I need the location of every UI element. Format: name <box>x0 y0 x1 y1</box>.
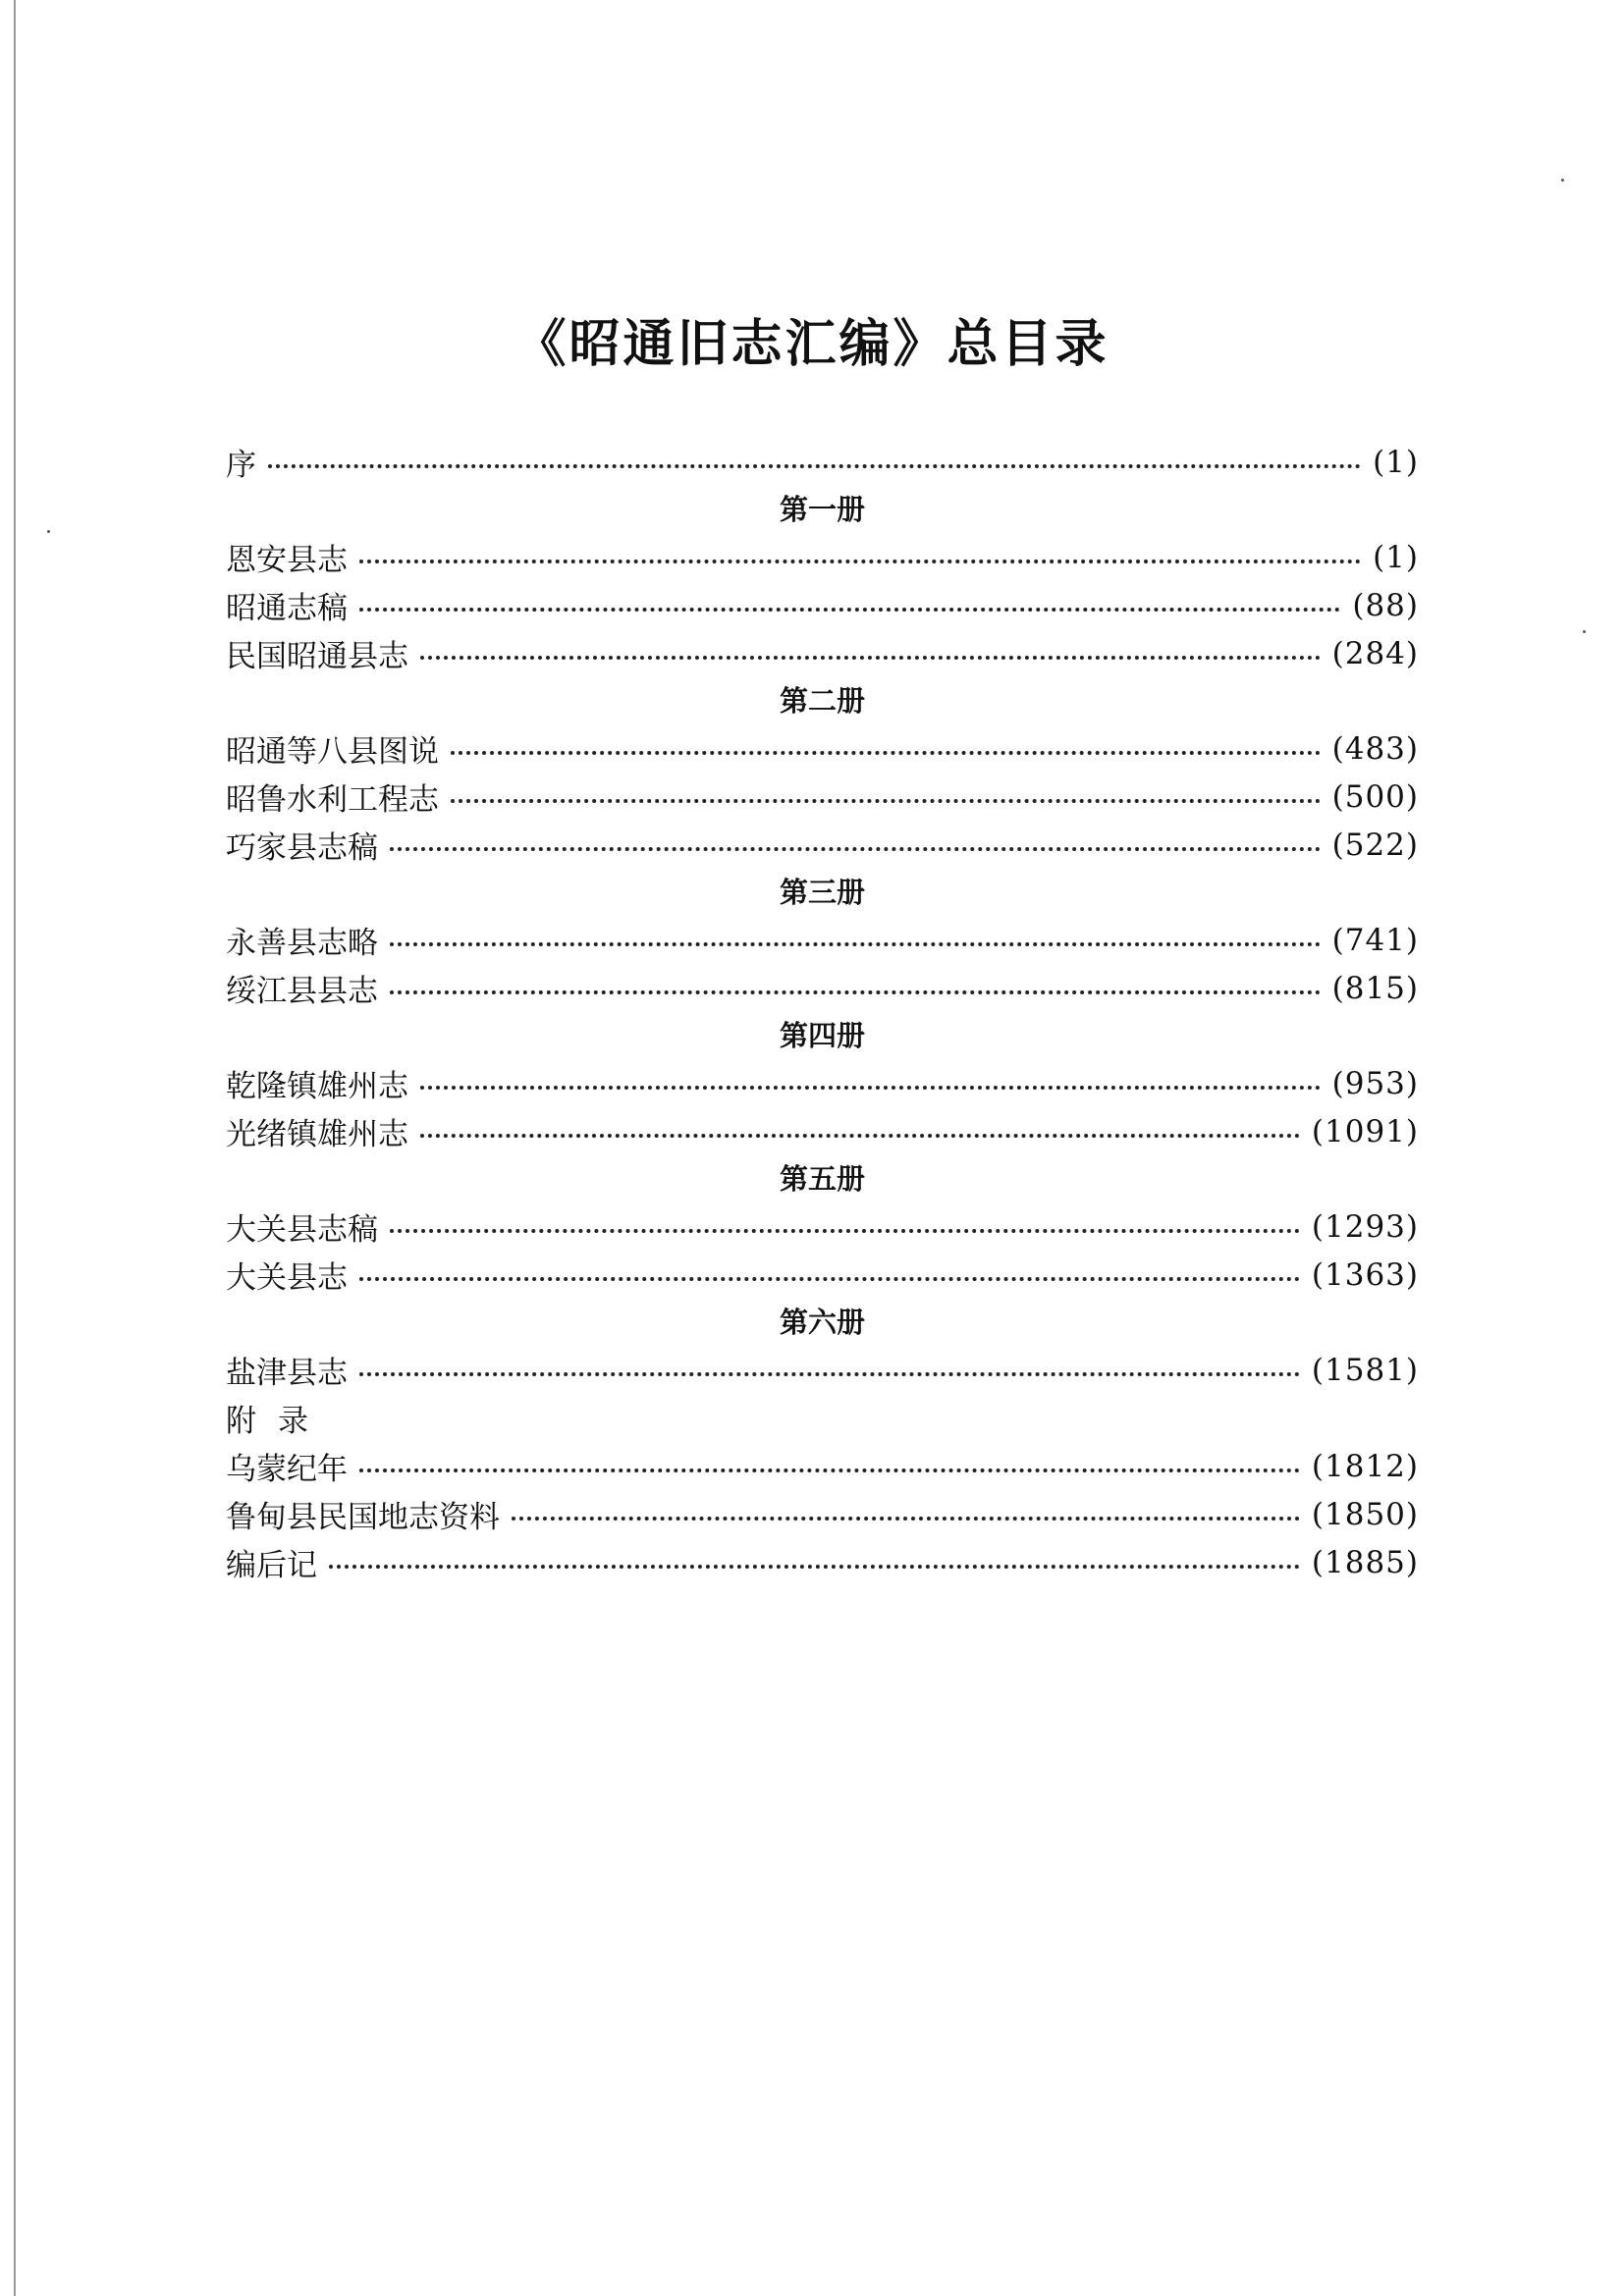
dot-leader <box>390 942 1321 946</box>
toc-entry[interactable] <box>226 821 1419 869</box>
dot-leader <box>359 608 1340 612</box>
toc-entry[interactable] <box>226 1538 1419 1586</box>
toc-entry-label: 巧家县志稿 <box>226 830 378 866</box>
toc-entry-label: 光绪镇雄州志 <box>226 1117 408 1152</box>
toc-entry-label: 乌蒙纪年 <box>226 1452 348 1487</box>
dot-leader <box>390 847 1321 851</box>
toc-entry[interactable] <box>226 1251 1419 1299</box>
toc-entry-page: (1) <box>1373 444 1419 480</box>
dot-leader <box>359 1372 1300 1376</box>
toc-entry-page: (88) <box>1352 587 1419 623</box>
toc-entry-page: (483) <box>1331 730 1419 767</box>
toc-entry-page: (500) <box>1331 778 1419 815</box>
dot-leader <box>420 656 1321 660</box>
page-title: 《昭通旧志汇编》总目录 <box>514 315 1110 374</box>
toc-entry-label: 昭通等八县图说 <box>226 734 439 770</box>
scan-speck <box>1561 179 1564 182</box>
toc-entry-preface[interactable] <box>226 438 1419 486</box>
toc-entry-label: 鲁甸县民国地志资料 <box>226 1500 500 1535</box>
scan-speck <box>1583 630 1586 633</box>
toc-entry-page: (522) <box>1331 827 1419 863</box>
toc-entry-page: (1812) <box>1311 1448 1419 1484</box>
scan-speck <box>47 530 50 533</box>
toc-entry[interactable] <box>226 724 1419 773</box>
toc-entry[interactable] <box>226 1490 1419 1538</box>
toc-entry[interactable] <box>226 1107 1419 1155</box>
toc-entry-label: 昭通志稿 <box>226 591 348 626</box>
toc-entry-page: (1885) <box>1311 1544 1419 1580</box>
table-of-contents <box>226 438 1419 1586</box>
toc-entry[interactable] <box>226 1202 1419 1251</box>
appendix-heading: 附录 <box>226 1404 330 1439</box>
toc-entry-label: 序 <box>226 448 256 483</box>
volume-heading: 第一册 <box>779 493 865 526</box>
toc-entry[interactable] <box>226 1346 1419 1394</box>
toc-entry-label: 昭鲁水利工程志 <box>226 782 439 818</box>
dot-leader <box>359 560 1361 563</box>
toc-entry-page: (1) <box>1373 539 1419 575</box>
dot-leader <box>329 1565 1300 1569</box>
toc-entry-label: 大关县志稿 <box>226 1212 378 1248</box>
toc-entry-label: 乾隆镇雄州志 <box>226 1069 408 1104</box>
dot-leader <box>420 1134 1300 1138</box>
toc-entry[interactable] <box>226 916 1419 964</box>
volume-heading: 第四册 <box>779 1019 865 1052</box>
toc-entry-label: 绥江县县志 <box>226 974 378 1009</box>
toc-entry-page: (1363) <box>1311 1256 1419 1293</box>
dot-leader <box>420 1086 1321 1090</box>
toc-entry-page: (1581) <box>1311 1352 1419 1388</box>
toc-entry-page: (741) <box>1331 922 1419 958</box>
toc-entry-label: 盐津县志 <box>226 1356 348 1391</box>
toc-entry[interactable] <box>226 964 1419 1012</box>
volume-heading: 第五册 <box>779 1162 865 1196</box>
toc-entry-page: (1850) <box>1311 1496 1419 1532</box>
toc-entry-label: 恩安县志 <box>226 543 348 578</box>
toc-entry-label: 大关县志 <box>226 1260 348 1296</box>
toc-entry-label: 民国昭通县志 <box>226 639 408 674</box>
toc-entry-page: (284) <box>1331 635 1419 671</box>
toc-entry-page: (953) <box>1331 1065 1419 1101</box>
toc-entry[interactable] <box>226 629 1419 677</box>
dot-leader <box>512 1517 1300 1521</box>
toc-entry[interactable] <box>226 581 1419 629</box>
dot-leader <box>359 1277 1300 1281</box>
dot-leader <box>451 751 1321 755</box>
volume-heading: 第二册 <box>779 684 865 718</box>
volume-heading: 第六册 <box>779 1306 865 1339</box>
toc-entry[interactable] <box>226 1442 1419 1490</box>
toc-entry[interactable] <box>226 773 1419 821</box>
toc-entry-label: 永善县志略 <box>226 926 378 961</box>
dot-leader <box>390 990 1321 994</box>
toc-entry-page: (1293) <box>1311 1208 1419 1245</box>
dot-leader <box>451 799 1321 803</box>
dot-leader <box>390 1229 1300 1233</box>
toc-entry-page: (1091) <box>1311 1113 1419 1149</box>
dot-leader <box>359 1468 1300 1472</box>
toc-entry[interactable] <box>226 1059 1419 1107</box>
dot-leader <box>268 464 1361 468</box>
volume-heading: 第三册 <box>779 876 865 909</box>
toc-entry-label: 编后记 <box>226 1548 317 1583</box>
toc-entry[interactable] <box>226 533 1419 581</box>
toc-entry-page: (815) <box>1331 970 1419 1006</box>
